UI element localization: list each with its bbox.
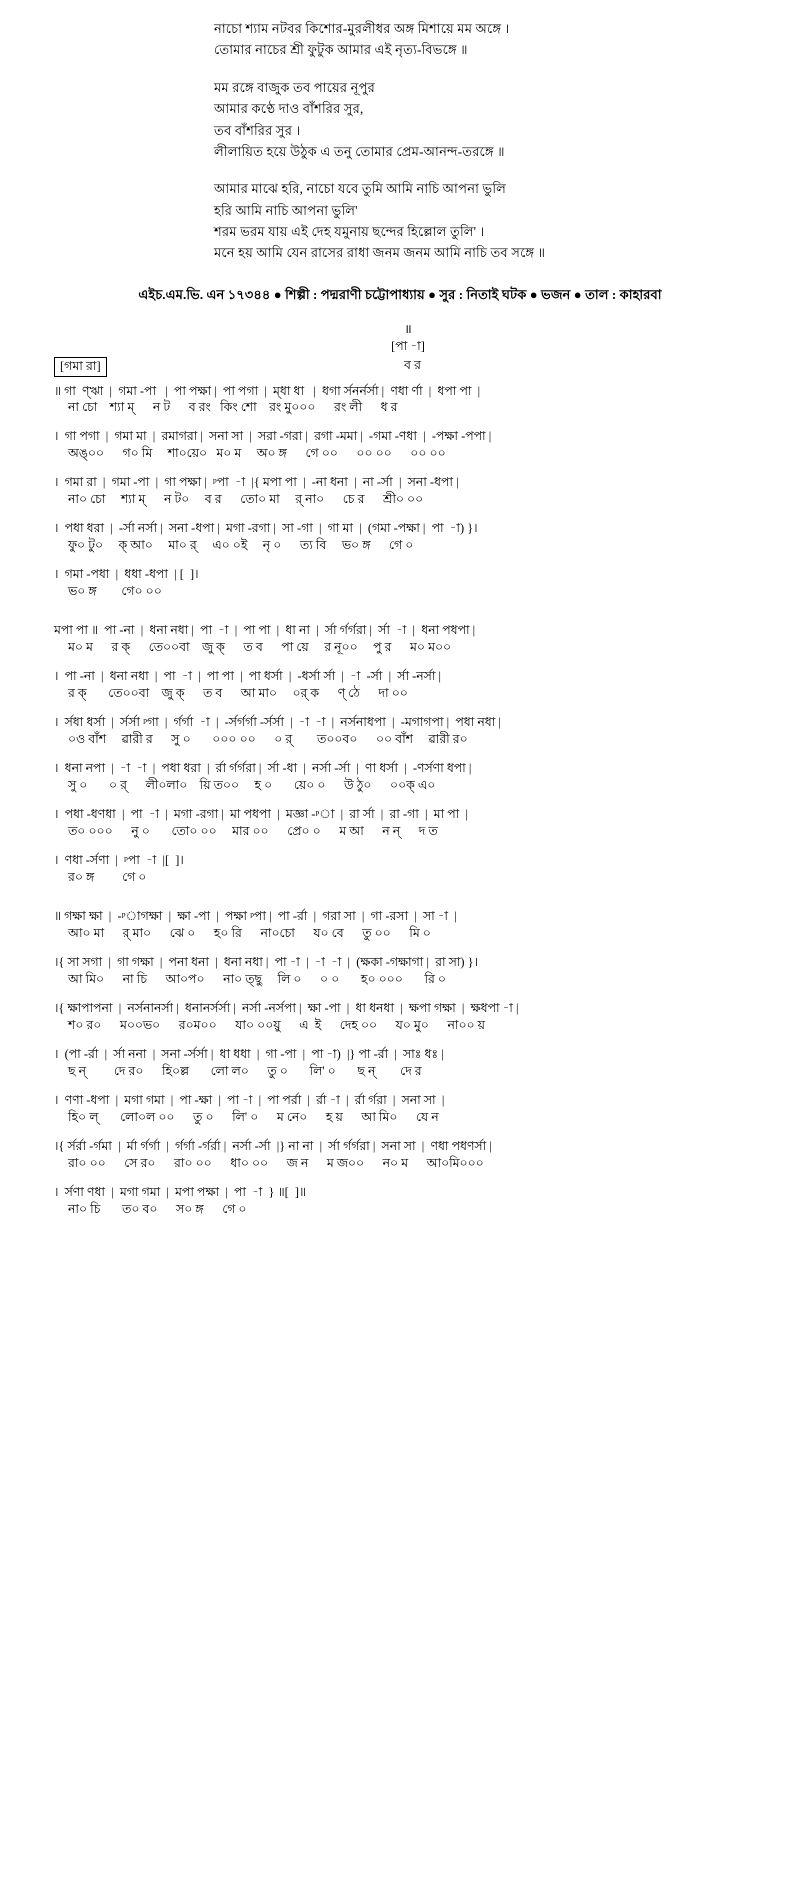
lyric-row: ছ ন্ দে র০ হি০ল্ল লো ল০ তু ০ লি' ০ ছ ন্ দে র <box>68 1064 422 1079</box>
swara-row: ॥ গক্ষা ক্ষা | -ᵖাগক্ষা | ক্ষা -পা | পক্ষা ᵖপা | পা -র্রা | গরা সা | গা -রসা | সা -া | <box>54 909 457 924</box>
swara-row: মপা পা ॥ পা -না | ধনা নধা | পা -া | পা পা | ধা না | র্সা র্গর্গরা | র্সা -া | ধনা পধপা | <box>54 623 476 638</box>
swara-row: । গমা রা | গমা -পা | গা পক্ষা | ᵖপা -া |{ মপা পা | -না ধনা | না -র্সা | সনা -ধপা | <box>54 475 459 490</box>
lyric-line: তোমার নাচের শ্রী ফুটুক আমার এই নৃত্য-বিভঙ্গে ॥ <box>214 42 468 58</box>
swara-row: । পা -না | ধনা নধা | পা -া | পা পা | পা ধর্সা | -ধর্সা র্সা | -া -র্সা | র্সা -নর্সা | <box>54 669 442 684</box>
credits-line: এইচ.এম.ভি. এন ১৭৩৪৪ ● শিল্পী : পদ্মরাণী চট্টোপাধ্যায় ● সুর : নিতাই ঘটক ● ভজন ● তাল : কাহারবা <box>138 286 662 302</box>
swara-row: । ধনা নপা | -া -া | পধা ধরা | র্রা র্গর্গরা | র্সা -ধা | নর্সা -র্সা | ণা ধর্সা | -ণর্সণা ধপা | <box>54 761 472 776</box>
notation-stave <box>54 1138 762 1173</box>
lyric-row: ০ও বাঁশ ৱারী র সু ০ ০০০ ০০ ০ র্ ত০০ব০ ০০ বাঁশ ৱারী র০ <box>68 732 468 747</box>
notation-stave <box>54 566 762 601</box>
swara-row: ।{ ক্ষাপাপনা | নর্সনানর্সা | ধনানর্সর্সা | নর্সা -নর্সপা | ক্ষা -পা | ধা ধনধা | ক্ষপা গক্ষা | ক্ষধপা -া | <box>54 1001 519 1016</box>
lyric-row: না০ চি ত০ ব০ স০ ঙ্গ গে ০ <box>68 1201 247 1216</box>
notation-stave <box>54 383 762 418</box>
lyric-line: লীলায়িত হয়ে উঠুক এ তনু তোমার প্রেম-আনন্দ-তরঙ্গে ॥ <box>214 143 505 159</box>
lyric-row: শ০ র০ ম০০ভ০ র০ম০০ যা০ ০০য়ু এ ই দেহ ০০ য০ মু০ না০০ য় <box>68 1018 485 1033</box>
lyrics-section <box>24 18 776 264</box>
notation-pitch-mark: [পা -া] <box>391 338 425 353</box>
lyric-stanza <box>214 178 736 264</box>
swara-row: ।{ র্সর্রা -র্গমা | র্মা র্গর্গা | র্গর্গা -র্গর্রা | নর্সা -র্সা |} না না | র্সা র্গর্গরা | সনা সা | ণধা পধণর্সা | <box>54 1139 492 1153</box>
swara-row: ॥ গা ণ্ঋা | গমা -পা | পা পক্ষা | পা পগা | ম্ধা ধা | ধগা র্সনর্নর্সা | ণধা র্ণা | ধপা পা | <box>54 383 481 398</box>
lyric-stanza <box>214 77 736 163</box>
notation-stave <box>54 622 762 657</box>
notation-heading-left-wrap <box>54 357 224 376</box>
lyric-line: মনে হয় আমি যেন রাসের রাধা জনম জনম আমি নাচি তব সঙ্গে ॥ <box>214 245 546 261</box>
notation-stave <box>54 668 762 703</box>
notation-heading-left: [গমা রা] <box>54 357 107 376</box>
notation-stave <box>54 1046 762 1081</box>
swara-row: । র্সণা ণধা | মগা গমা | মপা পক্ষা | পা -া } ॥[ ]॥ <box>54 1184 307 1199</box>
notation-stave <box>54 760 762 795</box>
lyric-row: ম০ ম র ক্ তে০০বা জু ক্ ত ব পা য়ে র নূ০০ পু র ম০ ম০০ <box>68 640 452 655</box>
swara-row: । ণধা -র্সণা | ᵖপা -া |[ ]। <box>54 853 184 868</box>
lyric-row: র ক্ তে০০বা জু ক্ ত ব আ মা০ ০র্ ক ণ্ ঠে দা ০০ <box>68 686 408 701</box>
lyric-line: মম রঙ্গে বাজুক তব পায়ের নূপুর <box>214 79 376 95</box>
swara-row: । (পা -র্রা | র্সা ননা | সনা -র্সর্সা | ধা ধধা | গা -পা | পা -া) |} পা -র্রা | সাঃ ধঃ | <box>54 1047 444 1062</box>
notation-stave <box>54 714 762 749</box>
lyric-line: আমার মাঝে হরি, নাচো যবে তুমি আমি নাচি আপনা ভুলি <box>214 181 507 197</box>
lyric-line: শরম ভরম যায় এই দেহ যমুনায় ছন্দের হিল্লোল তুলি' । <box>214 224 485 239</box>
lyric-row: সু ০ ০ র্ লী০লা০ য়ি ত০০ হ ০ য়ে০ ০ উ ঠু০ ০০ক্ এ০ <box>68 778 436 793</box>
notation-heading-right: ব র <box>404 357 421 372</box>
notation-stave <box>54 1184 762 1219</box>
notation-stave <box>54 852 762 887</box>
lyric-row: আ০ মা র্ মা০ ঝে ০ হ০ রি না০চো য০ বে তু ০০ মি ০ <box>68 926 431 941</box>
swara-row: । পধা ধরা | -র্সা নর্সা | সনা -ধপা | মগা -রগা | সা -গা | গা মা | (গমা -পক্ষা | পা -া) }। <box>54 521 478 536</box>
lyric-row: ত০ ০০০ নু ০ তো০ ০০ মার ০০ প্রে০ ০ ম আ ন ন্ দ ত <box>68 824 438 839</box>
lyric-row: হি০ ল্ লো০ল ০০ তু ০ লি' ০ ম নে০ হ য় আ মি০ যে ন <box>68 1110 439 1125</box>
lyric-row: রা০ ০০ সে র০ রা০ ০০ ধা০ ০০ জ ন ম জ০০ ন০ ম আ০মি০০০ <box>68 1155 484 1170</box>
swara-row: । গা পগা | গমা মা | রমাগরা | সনা সা | সরা -গরা | রগা -মমা | -গমা -ণধা | -পক্ষা -পপা | <box>54 429 492 444</box>
lyric-line: নাচো শ্যাম নটবর কিশোর-মুরলীধর অঙ্গ মিশায়ে মম অঙ্গে । <box>214 21 510 36</box>
swara-row: ।{ সা সগা | গা গক্ষা | পনা ধনা | ধনা নধা | পা -া | -া -া | (ক্ষকা -গক্ষাগা | রা সা) }। <box>54 955 479 970</box>
notation-stave <box>54 520 762 555</box>
lyric-row: ফু০ টু০ ক্ আ০ মা০ র্ এ০ ০ই নৃ ০ ত্য বি ভ০ ঙ্গ গে ০ <box>68 538 414 553</box>
notation-stave <box>54 1092 762 1127</box>
notation-double-bar: ॥ <box>404 321 412 336</box>
lyric-row: আ মি০ না চি আ০প০ না০ ত্ছু লি ০ ০ ০ হ০ ০০০ রি ০ <box>68 972 446 987</box>
swara-row: । গমা -পধা | ধধা -ধপা | [ ]। <box>54 567 199 582</box>
lyric-stanza <box>214 18 736 61</box>
swara-row: । ণণা -ধপা | মগা গমা | পা -ক্ষা | পা -া | পা পর্রা | র্রা -া | র্রা র্গরা | সনা সা | <box>54 1093 445 1108</box>
lyric-row: অঙ্০০ গ০ মি শা০য়ে০ ম০ ম অ০ ঙ্গ গে ০০ ০০ ০০ ০০ ০০ <box>68 446 446 461</box>
lyric-line: হরি আমি নাচি আপনা ভুলি' <box>214 202 358 218</box>
notation-top-marks <box>54 321 762 355</box>
notation-section <box>24 321 776 1219</box>
notation-heading-row <box>54 357 762 377</box>
lyric-line: আমার কণ্ঠে দাও বাঁশরির সুর, <box>214 101 364 117</box>
notation-stave <box>54 1000 762 1035</box>
notation-stave <box>54 908 762 943</box>
lyric-row: ভ০ ঙ্গ গে০ ০০ <box>68 584 162 599</box>
lyric-row: না চো শ্যা ম্ ন ট ব রং কিং শো রং মু০০০ রং লী ধ র <box>68 400 398 415</box>
notation-stave <box>54 428 762 463</box>
notation-stave <box>54 474 762 509</box>
notation-stave <box>54 954 762 989</box>
swara-row: । পধা -ধণধা | পা -া | মগা -রগা | মা পধপা | মজ্ঞা -ᵖা | রা র্সা | রা -গা | মা পা | <box>54 807 468 822</box>
lyric-row: র০ ঙ্গ গে ০ <box>68 870 147 885</box>
lyric-row: না০ চো শ্যা ম্ ন ট০ ব র তো০ মা র্ না০ চে র শ্রী০ ০০ <box>68 492 424 507</box>
swara-row: । র্সধা ধর্সা | র্সর্সা ᵖগা | র্গর্গা -া | -র্সর্গর্গা -র্সর্সা | -া -া | নর্সনাধপা | -মগাগপা | পধা নধা | <box>54 715 501 730</box>
notation-stave <box>54 806 762 841</box>
lyric-line: তব বাঁশরির সুর । <box>214 122 301 138</box>
